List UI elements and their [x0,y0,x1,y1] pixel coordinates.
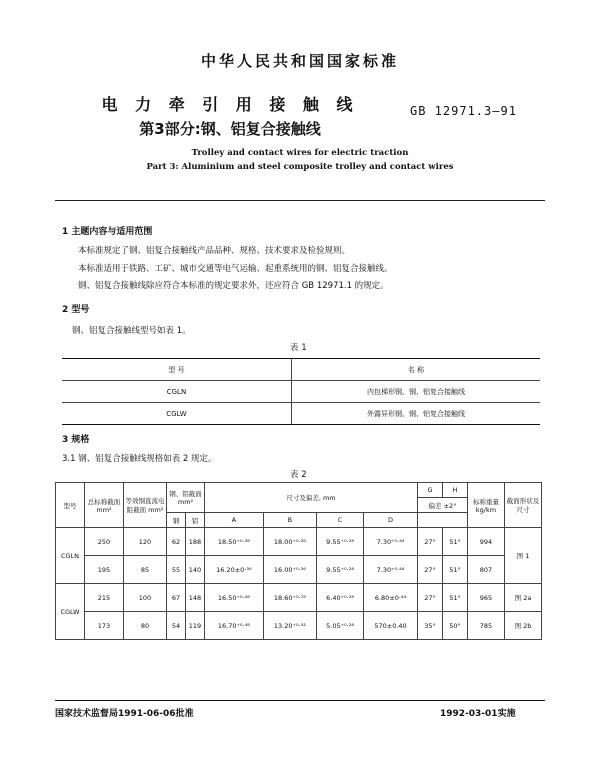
table1-model-cell: CGLN [62,381,291,403]
section3-para1: 3.1 钢、铝复合接触线规格如表 2 规定。 [62,454,217,464]
table2-col-nominal: 总标称截面 mm² [85,483,124,528]
table2-b-cell: 18.00⁺⁰·³⁶ [263,528,316,556]
table2-model-cell: CGLN [56,528,85,584]
table2-b-cell: 16.00⁺⁰·³⁶ [263,556,316,584]
table2-nominal-cell: 173 [85,612,124,640]
table2-b-cell: 18.60⁺⁰·⁷⁸ [263,584,316,612]
header-divider [55,200,545,201]
section1-heading: 1 主题内容与适用范围 [62,227,153,237]
table2-col-equiv: 等效铜直流电阻截面 mm² [124,483,167,528]
section3-heading: 3 规格 [62,435,90,445]
table2-d-cell: 7.30⁺⁰·⁴⁴ [364,556,418,584]
table2-c-cell: 5.05⁺⁰·²⁸ [317,612,364,640]
table2-equiv-cell: 100 [124,584,167,612]
footer-divider [55,700,545,701]
section2-para1: 钢、铝复合接触线型号如表 1。 [72,326,191,336]
table1-caption: 表 1 [290,343,307,353]
table2-col-steel-al: 钢、铝截面 mm² [167,483,205,513]
table2-nominal-cell: 215 [85,584,124,612]
national-standard-label: 中华人民共和国国家标准 [200,52,399,70]
table2-al-cell: 140 [186,556,205,584]
table2 [55,482,542,640]
issued-by: 国家技术监督局1991-06-06批准 [55,709,194,719]
table2-c-cell: 6.40⁺⁰·²⁸ [317,584,364,612]
table2-a-cell: 16.50⁺⁰·⁴⁸ [205,584,264,612]
table2-col-mass: 标称重量 kg/km [468,483,505,528]
table2-mass-cell: 807 [468,556,505,584]
table2-d-cell: 6.80±0·⁴⁴ [364,584,418,612]
table2-col-a: A [205,513,264,528]
table2-col-d: D [364,513,418,528]
table1-col-name: 名 称 [291,359,540,381]
table2-steel-cell: 62 [167,528,186,556]
english-title-1: Trolley and contact wires for electric traction [191,148,409,158]
section1-para2: 本标准适用于铁路、工矿、城市交通等电气运输、起重系统用的钢、铝复合接触线。 [78,264,393,274]
table2-col-h: H [443,483,468,498]
table1-col-model: 型 号 [62,359,291,381]
table2-mass-cell: 785 [468,612,505,640]
table2-al-cell: 188 [186,528,205,556]
table2-g-cell: 27° [418,556,443,584]
table2-equiv-cell: 85 [124,556,167,584]
implementation-date: 1992-03-01实施 [440,709,516,719]
table2-g-cell: 27° [418,528,443,556]
table2-d-cell: 7.30⁺⁰·⁴⁴ [364,528,418,556]
table-row [56,528,542,556]
table2-mass-cell: 994 [468,528,505,556]
table2-h-cell: 51° [443,556,468,584]
table2-equiv-cell: 80 [124,612,167,640]
table2-steel-cell: 67 [167,584,186,612]
table2-a-cell: 18.50⁺⁰·³⁸ [205,528,264,556]
table2-c-cell: 9.55⁺⁰·²⁸ [317,528,364,556]
standard-number: GB 12971.3—91 [410,104,517,118]
table2-mass-cell: 965 [468,584,505,612]
table-row [56,612,542,640]
table2-model-cell: CGLW [56,584,85,640]
table2-g-cell: 27° [418,584,443,612]
table-row [62,381,540,403]
table-row [56,556,542,584]
table2-col-al: 铝 [186,513,205,528]
table2-al-cell: 119 [186,612,205,640]
table-row [56,584,542,612]
table2-col-c: C [317,513,364,528]
table2-a-cell: 16.20±0·³⁶ [205,556,264,584]
section2-heading: 2 型号 [62,305,90,315]
table2-equiv-cell: 120 [124,528,167,556]
table2-h-cell: 51° [443,584,468,612]
table1 [62,358,540,425]
table2-a-cell: 16.70⁺⁰·⁴⁸ [205,612,264,640]
english-title-2: Part 3: Aluminium and steel composite trolley and contact wires [146,162,454,172]
table2-nominal-cell: 195 [85,556,124,584]
table2-h-cell: 51° [443,528,468,556]
table2-g-cell: 35° [418,612,443,640]
section1-para1: 本标准规定了钢、铝复合接触线产品品种、规格、技术要求及检验规则。 [78,246,351,256]
table2-col-steel: 钢 [167,513,186,528]
table2-steel-cell: 55 [167,556,186,584]
table2-nominal-cell: 250 [85,528,124,556]
table2-steel-cell: 54 [167,612,186,640]
table2-col-tolerance: 偏差 ±2° [418,498,468,513]
table2-col-model: 型号 [56,483,85,528]
table2-col-b: B [263,513,316,528]
table2-tol-spacer [418,513,468,528]
table2-shape-cell: 图 2a [505,584,542,612]
table1-model-cell: CGLW [62,403,291,425]
table2-c-cell: 9.55⁺⁰·²⁸ [317,556,364,584]
table-row [62,403,540,425]
table2-caption: 表 2 [290,470,307,480]
table2-col-dims: 尺寸及偏差, mm [205,483,418,513]
table1-name-cell: 内包梯形钢、钢、铝复合接触线 [291,381,540,403]
section1-para3: 钢、铝复合接触线除应符合本标准的规定要求外，还应符合 GB 12971.1 的规定。 [78,281,389,291]
table2-header-row [56,483,542,498]
table2-shape-cell: 图 2b [505,612,542,640]
table1-header-row [62,359,540,381]
table2-col-g: G [418,483,443,498]
table2-d-cell: 570±0.40 [364,612,418,640]
table2-col-shape: 截面形状及尺寸 [505,483,542,528]
table2-h-cell: 50° [443,612,468,640]
table2-b-cell: 13.20⁺⁰·⁵² [263,612,316,640]
table1-name-cell: 外露异形钢、钢、铝复合接触线 [291,403,540,425]
table2-al-cell: 148 [186,584,205,612]
table2-shape-cell: 图 1 [505,528,542,584]
doc-title-main: 电 力 牵 引 用 接 触 线 [101,95,359,114]
doc-title-part: 第3部分:钢、铝复合接触线 [139,120,321,138]
